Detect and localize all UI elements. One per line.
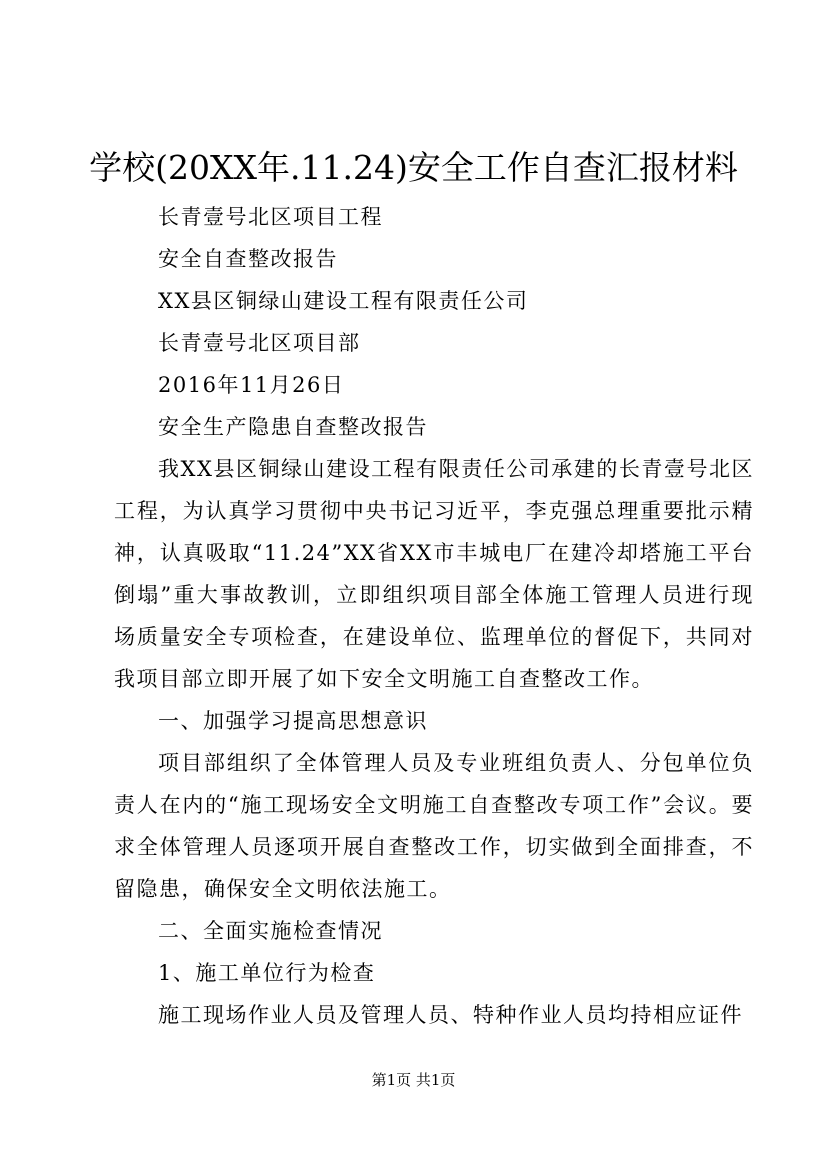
- paragraph-intro: 我XX县区铜绿山建设工程有限责任公司承建的长青壹号北区工程，为认真学习贯彻中央书记习近平，李克强总理重要批示精神，认真吸取“11.24”XX省XX市丰城电厂在建冷却塔施工平台倒塌”重大事故教训，立即组织项目部全体施工管理人员进行现场质量安全专项检查，在建设单位、监理单位的督促下，共同对我项目部立即开展了如下安全文明施工自查整改工作。: [114, 457, 754, 691]
- paragraph-section-1: 项目部组织了全体管理人员及专业班组负责人、分包单位负责人在内的“施工现场安全文明施工自查整改专项工作”会议。要求全体管理人员逐项开展自查整改工作，切实做到全面排查，不留隐患，确保安全文明依法施工。: [114, 751, 754, 901]
- page-footer: 第1页 共1页: [371, 1071, 456, 1089]
- paragraph-subsection-1: 施工现场作业人员及管理人员、特种作业人员均持相应证件: [158, 1003, 743, 1027]
- subsection-heading-1: 1、施工单位行为检查: [158, 961, 376, 985]
- paragraph-department: 长青壹号北区项目部: [158, 331, 361, 355]
- section-heading-2: 二、全面实施检查情况: [158, 919, 383, 943]
- document-title: 学校(20XX年.11.24)安全工作自查汇报材料: [89, 148, 738, 187]
- paragraph-project-name: 长青壹号北区项目工程: [158, 205, 383, 229]
- paragraph-company: XX县区铜绿山建设工程有限责任公司: [158, 289, 529, 313]
- paragraph-report-name: 安全自查整改报告: [158, 247, 338, 271]
- paragraph-subtitle: 安全生产隐患自查整改报告: [158, 415, 428, 439]
- paragraph-date: 2016年11月26日: [158, 373, 345, 397]
- document-body: [114, 196, 754, 1036]
- section-heading-1: 一、加强学习提高思想意识: [158, 709, 428, 733]
